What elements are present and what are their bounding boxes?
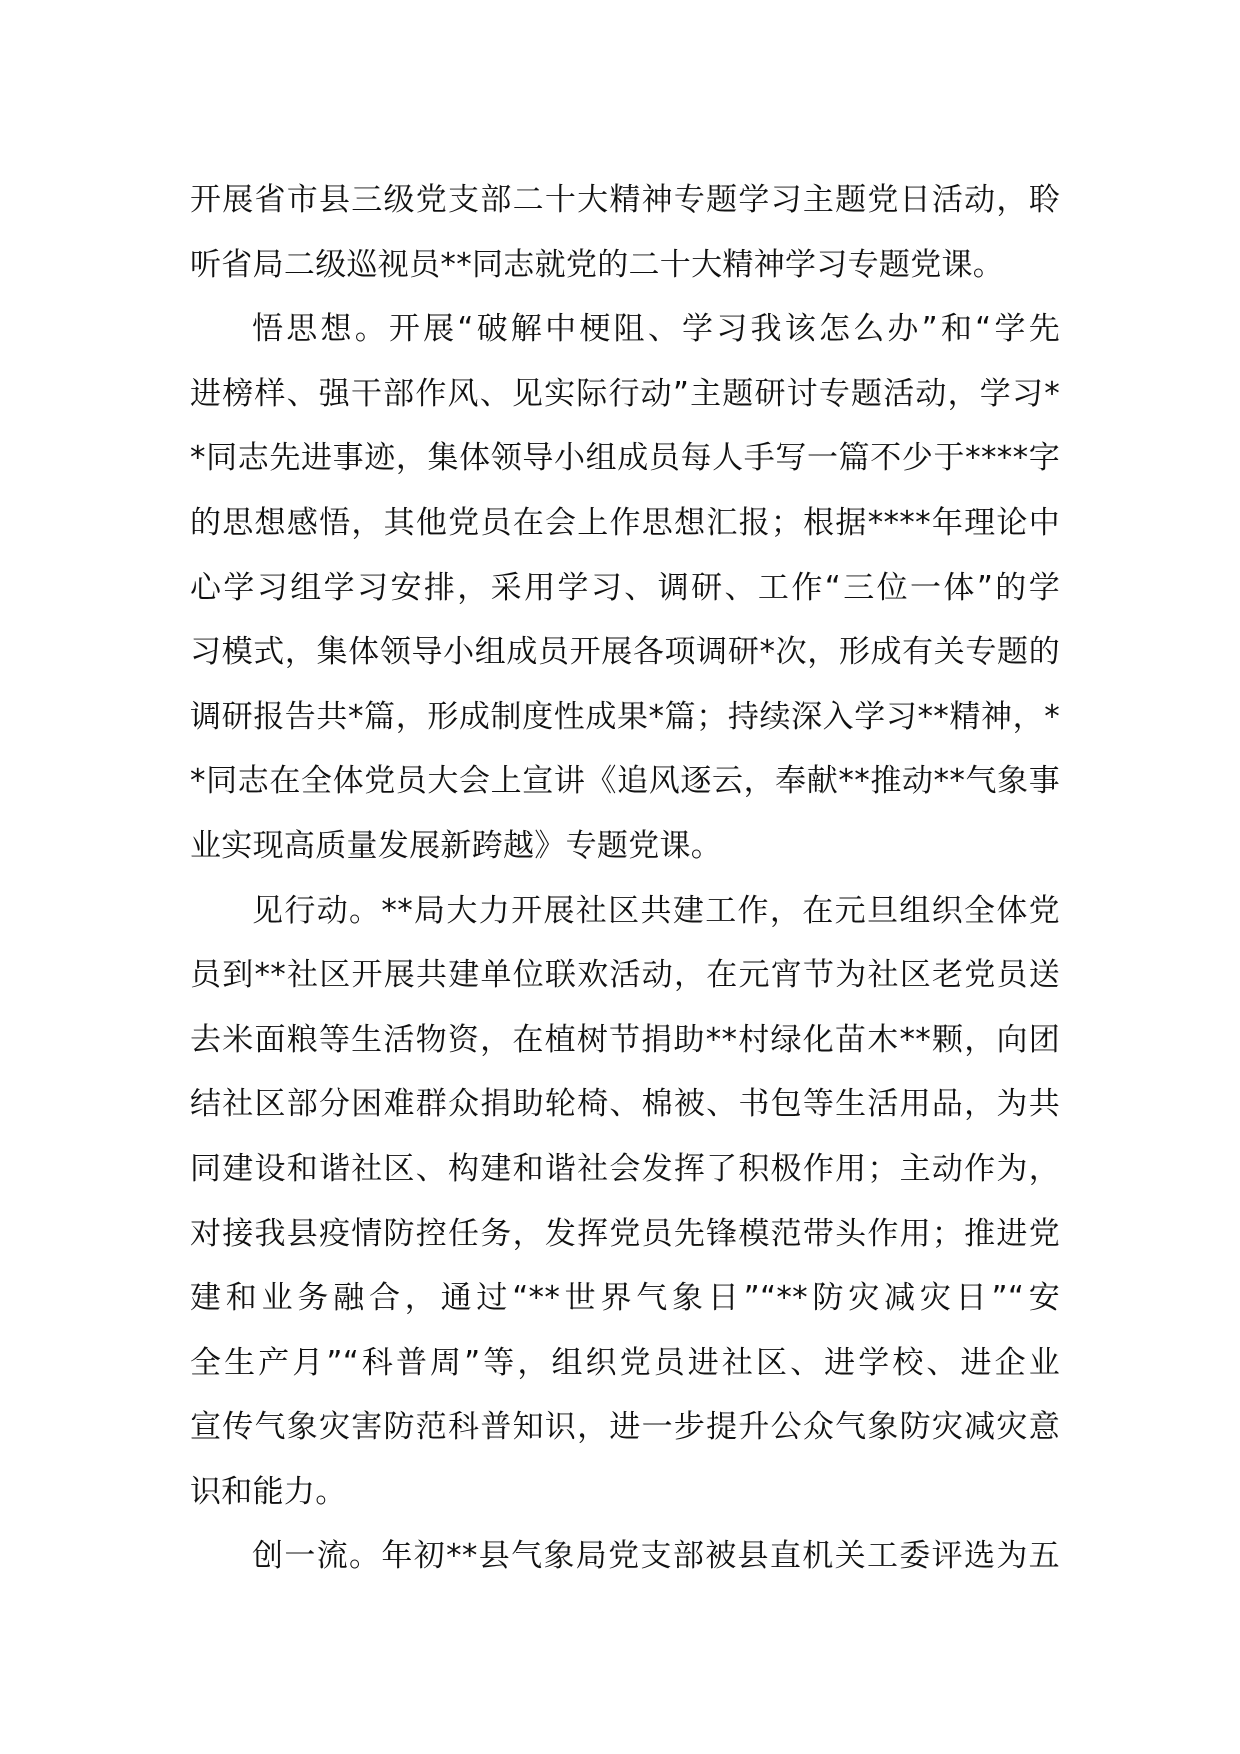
text-line: 识和能力。 <box>190 1473 347 1510</box>
text-line: *同志在全体党员大会上宣讲《追风逐云，奉献**推动**气象事 <box>190 763 1060 800</box>
text-line: 建和业务融合，通过“**世界气象日”“**防灾减灾日”“安 <box>190 1280 1060 1317</box>
text-line: 去米面粮等生活物资，在植树节捐助**村绿化苗木**颗，向团 <box>190 1021 1060 1058</box>
text-line: 对接我县疫情防控任务，发挥党员先锋模范带头作用；推进党 <box>190 1215 1060 1252</box>
text-line: 业实现高质量发展新跨越》专题党课。 <box>190 827 723 864</box>
text-line: 的思想感悟，其他党员在会上作思想汇报；根据****年理论中 <box>190 504 1060 541</box>
text-line: 心学习组学习安排，采用学习、调研、工作“三位一体”的学 <box>190 569 1060 606</box>
text-line: 全生产月”“科普周”等，组织党员进社区、进学校、进企业 <box>190 1344 1060 1381</box>
text-line: 开展省市县三级党支部二十大精神专题学习主题党日活动，聆 <box>190 182 1060 218</box>
document-body <box>190 168 1060 1589</box>
text-line: 同建设和谐社区、构建和谐社会发挥了积极作用；主动作为， <box>190 1150 1060 1187</box>
text-line: 员到**社区开展共建单位联欢活动，在元宵节为社区老党员送 <box>190 957 1060 994</box>
paragraph-3 <box>190 879 1060 1525</box>
text-line: 习模式，集体领导小组成员开展各项调研*次，形成有关专题的 <box>190 634 1060 671</box>
text-line: 调研报告共*篇，形成制度性成果*篇；持续深入学习**精神，* <box>190 698 1060 735</box>
text-line: 听省局二级巡视员**同志就党的二十大精神学习专题党课。 <box>190 246 1005 283</box>
paragraph-4 <box>190 1524 1060 1589</box>
paragraph-1 <box>190 168 1060 297</box>
text-line: 悟思想。开展“破解中梗阻、学习我该怎么办”和“学先 <box>252 311 1060 348</box>
text-line: 创一流。年初**县气象局党支部被县直机关工委评选为五 <box>252 1538 1060 1575</box>
text-line: 宣传气象灾害防范科普知识，进一步提升公众气象防灾减灾意 <box>190 1409 1060 1446</box>
text-line: 进榜样、强干部作风、见实际行动”主题研讨专题活动，学习* <box>190 375 1060 412</box>
text-line: 结社区部分困难群众捐助轮椅、棉被、书包等生活用品，为共 <box>190 1086 1060 1123</box>
text-line: *同志先进事迹，集体领导小组成员每人手写一篇不少于****字 <box>190 440 1060 477</box>
paragraph-2 <box>190 297 1060 878</box>
text-line: 见行动。**局大力开展社区共建工作，在元旦组织全体党 <box>252 892 1060 929</box>
